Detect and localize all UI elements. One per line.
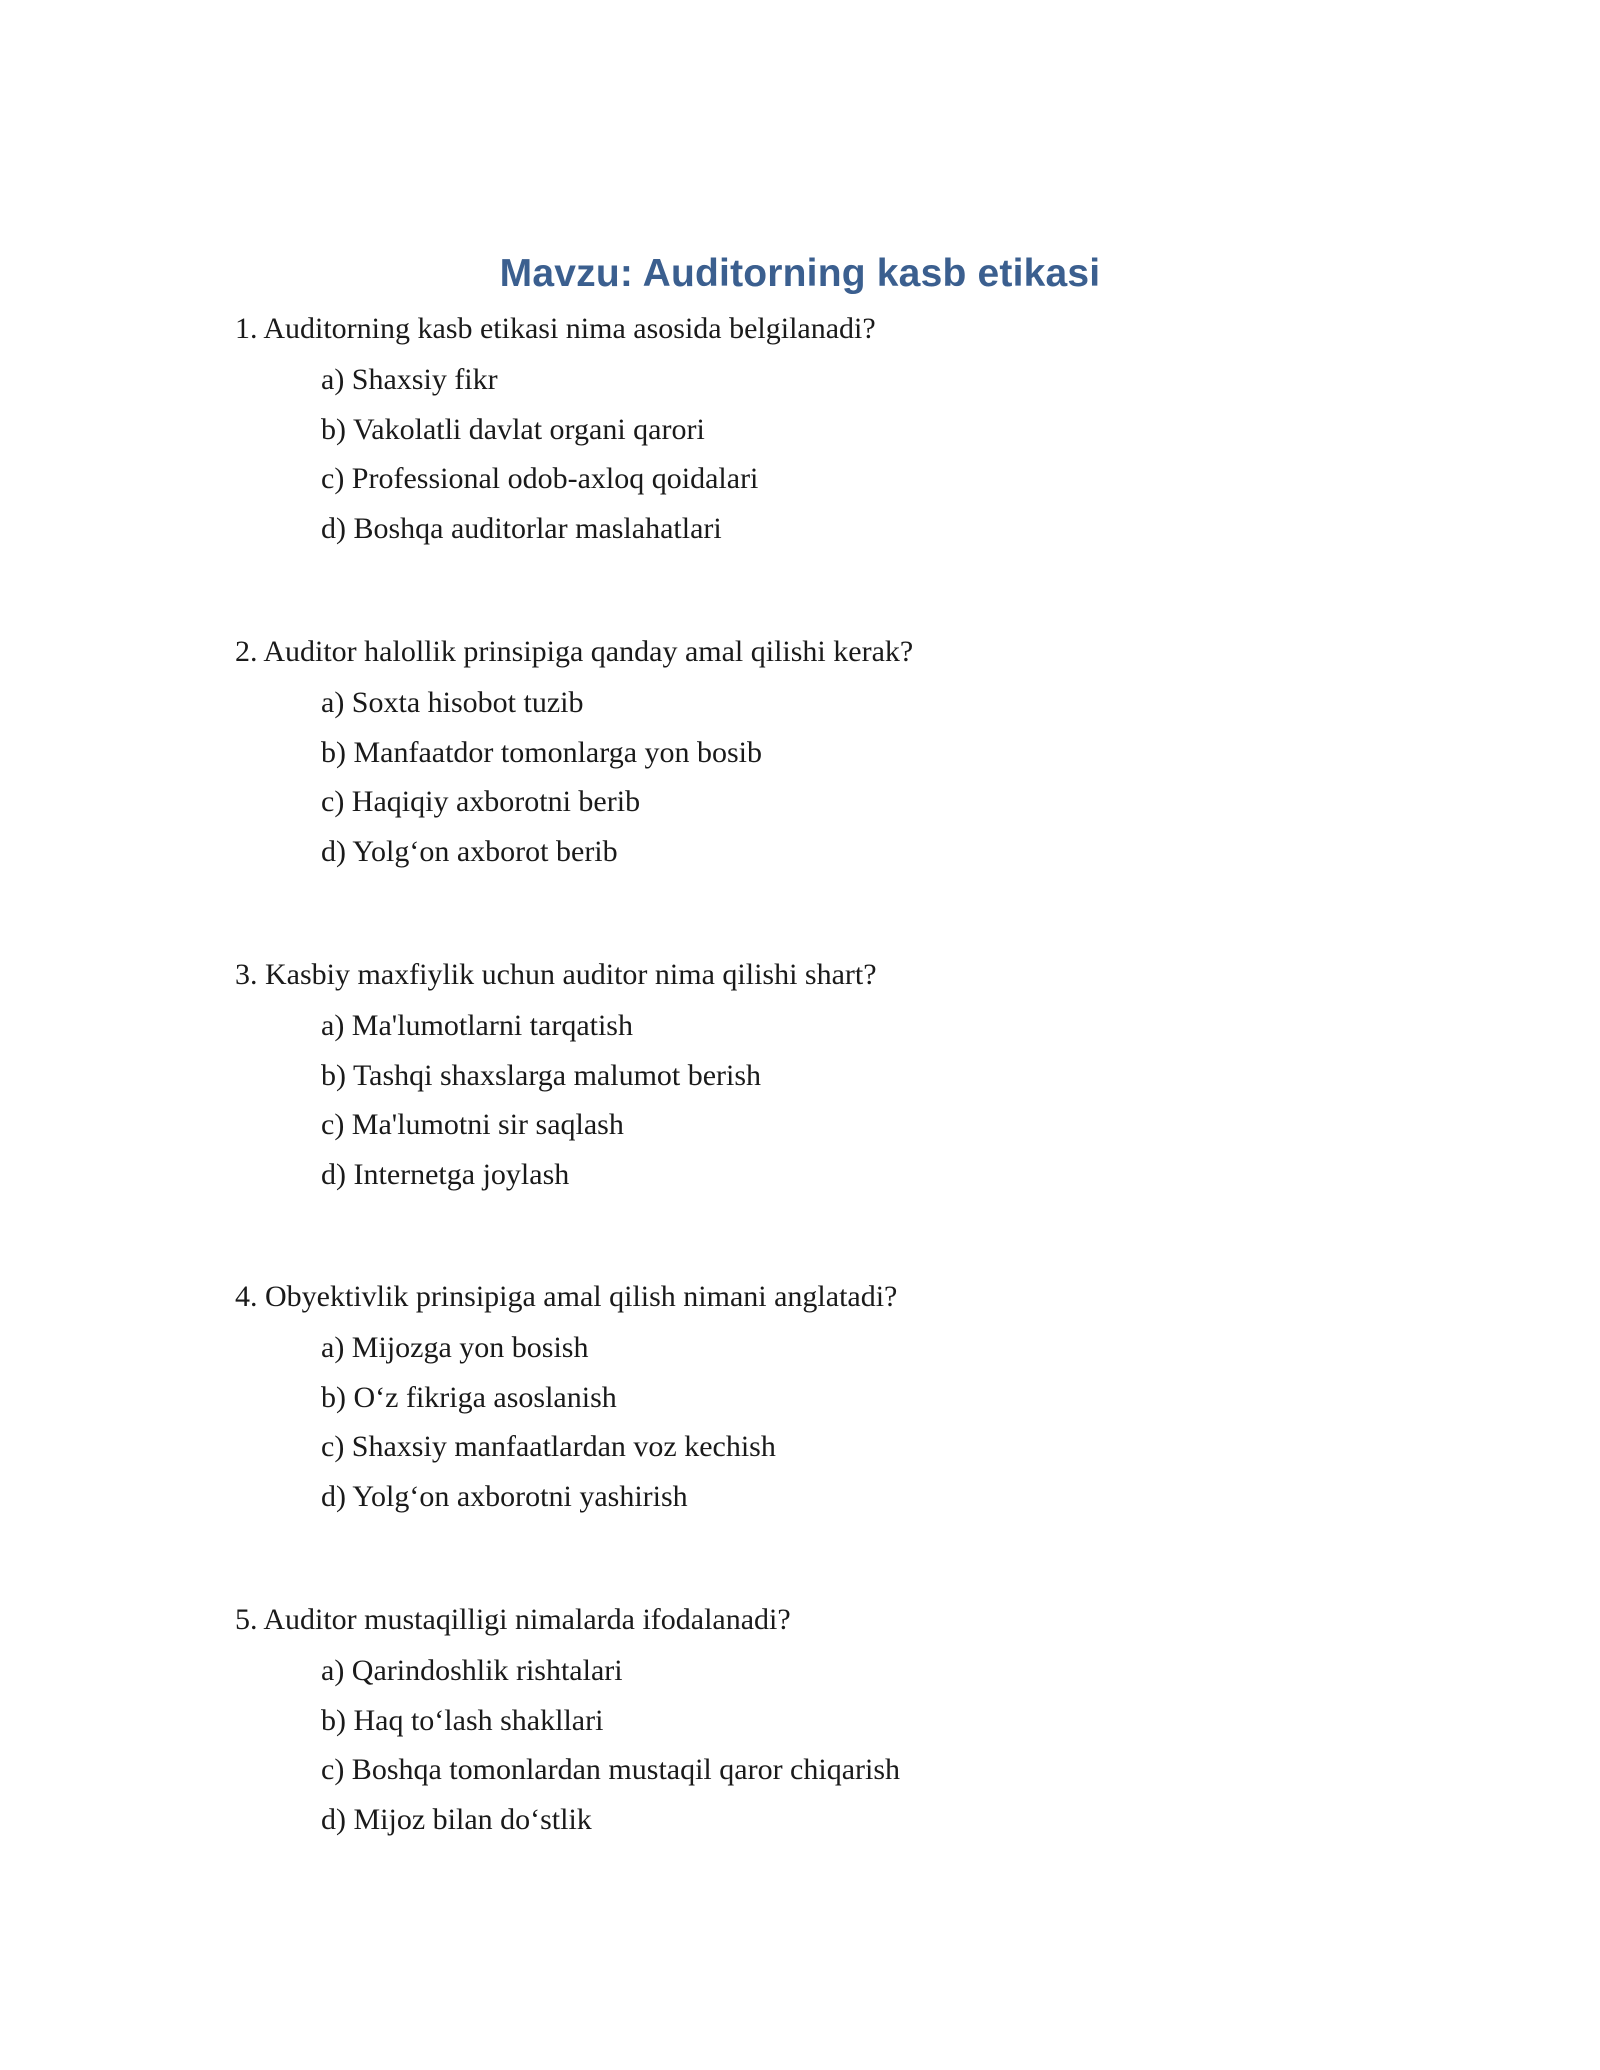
answer-option-a: a) Soxta hisobot tuzib: [321, 686, 584, 719]
answer-option-b: b) O‘z fikriga asoslanish: [321, 1380, 617, 1414]
question-text: 4. Obyektivlik prinsipiga amal qilish nimani anglatadi?: [235, 1280, 898, 1313]
answer-option-c: c) Ma'lumotni sir saqlash: [321, 1108, 624, 1141]
answer-option-c: c) Boshqa tomonlardan mustaqil qaror chiqarish: [321, 1753, 901, 1786]
answer-option-a: a) Ma'lumotlarni tarqatish: [321, 1009, 633, 1042]
answer-options: [321, 360, 1435, 558]
answer-options: [321, 683, 1435, 881]
answer-option-b: b) Tashqi shaxslarga malumot berish: [321, 1058, 762, 1092]
question-text: 2. Auditor halollik prinsipiga qanday amal qilishi kerak?: [235, 635, 914, 668]
answer-option-c: c) Haqiqiy axborotni berib: [321, 785, 641, 818]
answer-option-b: b) Haq to‘lash shakllari: [321, 1703, 604, 1737]
question-text: 3. Kasbiy maxfiylik uchun auditor nima qilishi shart?: [235, 958, 877, 991]
answer-option-c: c) Professional odob-axloq qoidalari: [321, 462, 759, 495]
answer-option-b: b) Manfaatdor tomonlarga yon bosib: [321, 735, 763, 769]
question-3: [235, 955, 1435, 1204]
question-4: [235, 1277, 1435, 1526]
answer-option-c: c) Shaxsiy manfaatlardan voz kechish: [321, 1430, 776, 1463]
question-5: [235, 1600, 1435, 1849]
question-text: 1. Auditorning kasb etikasi nima asosida belgilanadi?: [235, 312, 876, 345]
question-1: [235, 309, 1435, 558]
answer-option-b: b) Vakolatli davlat organi qarori: [321, 412, 705, 446]
answer-option-d: d) Yolg‘on axborot berib: [321, 834, 618, 868]
answer-option-a: a) Mijozga yon bosish: [321, 1331, 589, 1364]
answer-options: [321, 1006, 1435, 1204]
document-title: Mavzu: Auditorning kasb etikasi: [499, 252, 1101, 295]
answer-option-d: d) Yolg‘on axborotni yashirish: [321, 1479, 688, 1513]
answer-option-a: a) Qarindoshlik rishtalari: [321, 1654, 623, 1687]
answer-options: [321, 1651, 1435, 1849]
answer-option-a: a) Shaxsiy fikr: [321, 363, 498, 396]
answer-option-d: d) Mijoz bilan do‘stlik: [321, 1802, 592, 1836]
question-2: [235, 632, 1435, 881]
answer-option-d: d) Boshqa auditorlar maslahatlari: [321, 511, 722, 545]
answer-options: [321, 1328, 1435, 1526]
answer-option-d: d) Internetga joylash: [321, 1157, 570, 1191]
question-text: 5. Auditor mustaqilligi nimalarda ifodalanadi?: [235, 1603, 791, 1636]
